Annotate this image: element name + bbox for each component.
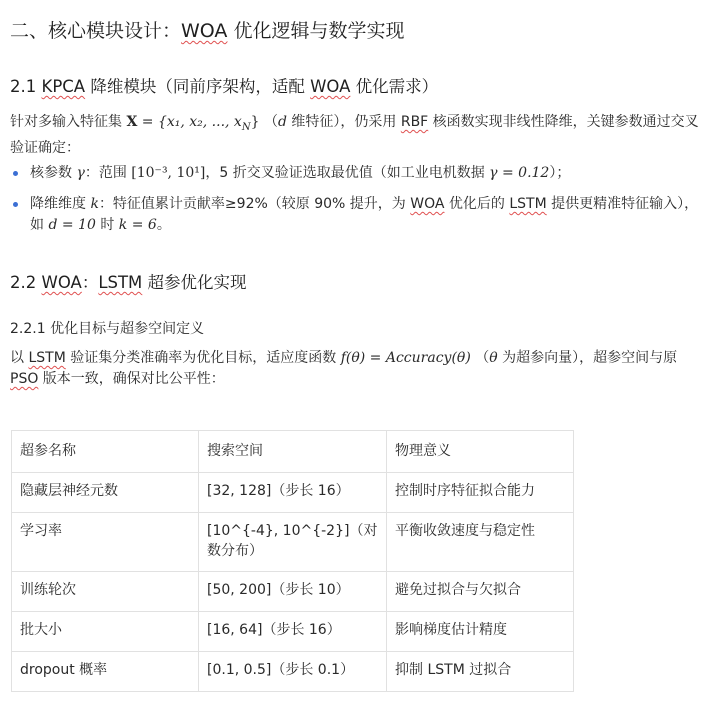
bullet-icon bbox=[13, 202, 18, 207]
list-text: 。 bbox=[156, 217, 171, 233]
paragraph-text: 以 bbox=[10, 350, 29, 366]
heading-lstm: LSTM bbox=[98, 273, 143, 292]
math-d-value: d = 10 bbox=[48, 217, 96, 233]
section-heading-suffix: 优化逻辑与数学实现 bbox=[227, 20, 405, 42]
math-fitness-function: f(θ) = Accuracy(θ) bbox=[340, 350, 471, 366]
table-header-cell: 物理意义 bbox=[387, 431, 574, 473]
hyperparameter-table bbox=[11, 430, 574, 692]
math-set: = {x₁, x₂, ..., x bbox=[137, 114, 242, 130]
paragraph-text: 维特征），仍采用 bbox=[286, 114, 401, 130]
bullet-icon bbox=[13, 171, 18, 176]
list-item-gamma bbox=[10, 163, 700, 184]
math-theta: θ bbox=[489, 350, 498, 366]
heading-kpca: KPCA bbox=[41, 77, 86, 96]
section-heading-prefix: 二、核心模块设计： bbox=[10, 20, 182, 42]
table-cell: 控制时序特征拟合能力 bbox=[387, 473, 574, 513]
table-cell: 隐藏层神经元数 bbox=[12, 473, 199, 513]
paragraph-text: 针对多输入特征集 bbox=[10, 114, 127, 130]
paragraph-text: 核函数实现非线性降维，关键参数通过交叉验证确定： bbox=[10, 114, 699, 156]
section-heading bbox=[10, 16, 404, 43]
section-heading-woa: WOA bbox=[181, 20, 228, 42]
table-cell: 抑制 LSTM 过拟合 bbox=[387, 652, 574, 692]
table-cell: [0.1, 0.5]（步长 0.1） bbox=[199, 652, 387, 692]
kpca-parameter-list bbox=[10, 163, 700, 246]
table-header-cell: 超参名称 bbox=[12, 431, 199, 473]
heading-text: 降维模块（同前序架构，适配 bbox=[85, 77, 311, 96]
list-text: 降维维度 bbox=[30, 196, 91, 212]
paragraph-text: 版本一致，确保对比公平性： bbox=[38, 371, 225, 387]
table-header-cell: 搜索空间 bbox=[199, 431, 387, 473]
list-text: 提供更精准特征输入），如 bbox=[30, 196, 699, 233]
table-row bbox=[12, 513, 574, 572]
math-k: k bbox=[90, 196, 99, 212]
table-cell: dropout 概率 bbox=[12, 652, 199, 692]
math-range: [10⁻³, 10¹] bbox=[131, 165, 206, 181]
math-k-value: k = 6 bbox=[118, 217, 157, 233]
table-cell: 避免过拟合与欠拟合 bbox=[387, 572, 574, 612]
list-text: 核参数 bbox=[30, 165, 77, 181]
heading-text: 优化需求） bbox=[350, 77, 439, 96]
paragraph-text: 验证集分类准确率为优化目标，适应度函数 bbox=[65, 350, 341, 366]
list-text: ：特征值累计贡献率≥92%（较原 90% 提升，为 bbox=[98, 196, 411, 212]
list-text: ，5 折交叉验证选取最优值（如工业电机数据 bbox=[205, 165, 490, 181]
table-cell: 批大小 bbox=[12, 612, 199, 652]
math-symbol-x: X bbox=[126, 114, 138, 130]
list-text: ：范围 bbox=[84, 165, 132, 181]
subsection-2-1-heading bbox=[10, 73, 438, 97]
kpca-intro-paragraph bbox=[10, 112, 700, 159]
paragraph-text: （ bbox=[259, 114, 278, 130]
heading-text: 2.2 bbox=[10, 273, 42, 292]
table-header-row bbox=[12, 431, 574, 473]
list-text: 优化后的 bbox=[444, 196, 510, 212]
table-row bbox=[12, 612, 574, 652]
heading-woa: WOA bbox=[310, 77, 351, 96]
optimization-target-paragraph bbox=[10, 348, 700, 390]
math-symbol-d: d bbox=[277, 114, 287, 130]
heading-text: 2.1 bbox=[10, 77, 42, 96]
lstm-term: LSTM bbox=[509, 196, 547, 212]
heading-text: ： bbox=[81, 273, 99, 292]
table-cell: [50, 200]（步长 10） bbox=[199, 572, 387, 612]
table-cell: 平衡收敛速度与稳定性 bbox=[387, 513, 574, 572]
table-cell: [16, 64]（步长 16） bbox=[199, 612, 387, 652]
subsection-2-2-1-heading: 2.2.1 优化目标与超参空间定义 bbox=[10, 321, 205, 337]
table-row bbox=[12, 572, 574, 612]
pso-term: PSO bbox=[10, 371, 39, 387]
subsection-2-2-heading bbox=[10, 269, 247, 293]
list-item-k bbox=[10, 194, 700, 236]
math-gamma: γ bbox=[76, 165, 85, 181]
table-cell: 训练轮次 bbox=[12, 572, 199, 612]
paragraph-text: （ bbox=[470, 350, 490, 366]
table-row bbox=[12, 473, 574, 513]
heading-text: 超参优化实现 bbox=[142, 273, 247, 292]
heading-woa: WOA bbox=[41, 273, 82, 292]
lstm-term: LSTM bbox=[28, 350, 66, 366]
woa-term: WOA bbox=[410, 196, 445, 212]
rbf-term: RBF bbox=[400, 114, 429, 130]
table-row bbox=[12, 652, 574, 692]
paragraph-text: 为超参向量），超参空间与原 bbox=[497, 350, 678, 366]
list-text: ）； bbox=[549, 165, 571, 181]
math-brace: } bbox=[250, 114, 260, 130]
table-cell: [10^{-4}, 10^{-2}]（对数分布） bbox=[199, 513, 387, 572]
table-cell: 学习率 bbox=[12, 513, 199, 572]
math-subscript-n: N bbox=[241, 121, 251, 133]
list-text: 时 bbox=[95, 217, 119, 233]
table-cell: [32, 128]（步长 16） bbox=[199, 473, 387, 513]
math-gamma-value: γ = 0.12 bbox=[489, 165, 550, 181]
table-cell: 影响梯度估计精度 bbox=[387, 612, 574, 652]
